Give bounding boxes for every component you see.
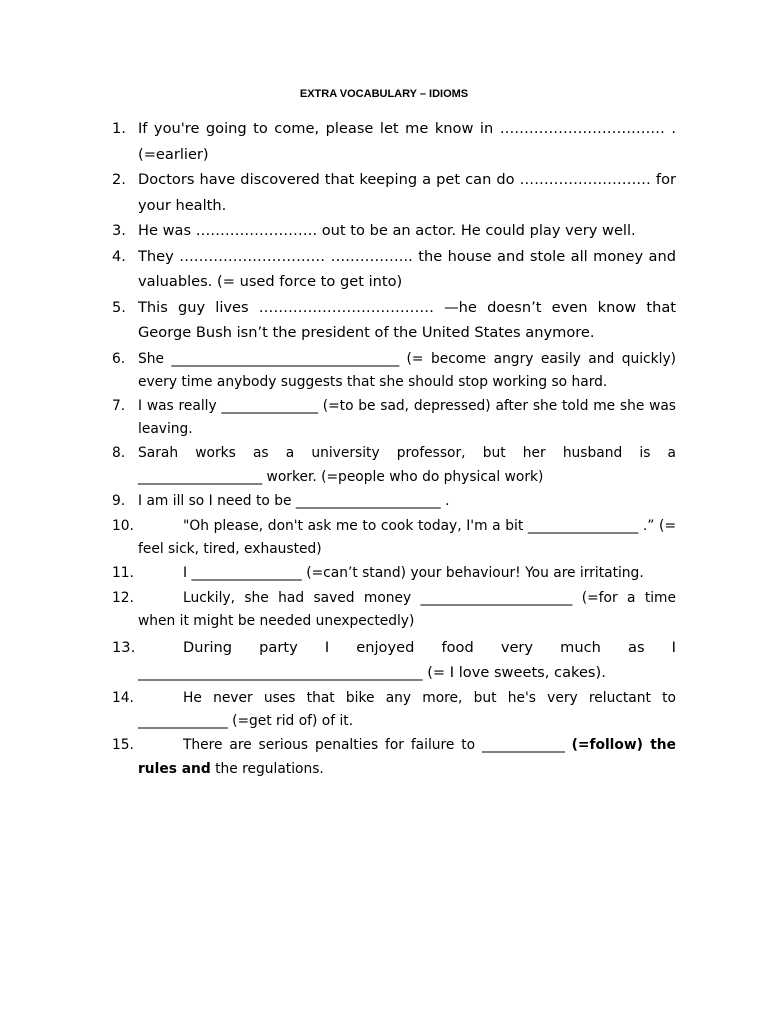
item-text: He never uses that bike any more, but he's very reluctant to _____________ (=get rid of) of it.	[138, 689, 676, 730]
item-text: Doctors have discovered that keeping a pet can do ……………………… for your health.	[138, 171, 676, 214]
list-item	[112, 734, 676, 780]
list-item	[112, 295, 676, 346]
item-number: 8.	[112, 445, 126, 462]
item-text: "Oh please, don't ask me to cook today, I'm a bit ________________ .” (= feel sick, tired, exhausted)	[138, 517, 676, 558]
item-number: 14.	[112, 689, 134, 706]
list-item	[112, 687, 676, 733]
item-text: During party I enjoyed food very much as I _______________________________________ (= I love sweets, cakes).	[138, 638, 676, 682]
item-number: 4.	[112, 247, 126, 265]
item-number: 10.	[112, 517, 134, 534]
list-item	[112, 635, 676, 686]
list-item	[112, 442, 676, 488]
item-number: 3.	[112, 222, 126, 239]
item-text: There are serious penalties for failure to ____________	[183, 737, 572, 754]
list-item	[112, 167, 676, 218]
item-bold-text: (=follow) the rules and	[138, 737, 676, 777]
item-number: 1.	[112, 120, 126, 137]
item-text: I was really ______________ (=to be sad, depressed) after she told me she was leaving.	[138, 397, 676, 438]
item-text: She _________________________________ (= become angry easily and quickly) every time anybody suggests that she should stop working so hard.	[138, 350, 676, 390]
item-number: 13.	[112, 638, 136, 656]
document-title: EXTRA VOCABULARY – IDIOMS	[299, 88, 469, 100]
item-number: 9.	[112, 492, 126, 509]
list-item	[112, 116, 676, 167]
item-text: They ………………………… …………….. the house and stole all money and valuables. (= used force to get into)	[138, 247, 676, 290]
item-number: 6.	[112, 350, 126, 367]
list-item	[112, 244, 676, 295]
item-text: This guy lives ……………………………… —he doesn’t even know that George Bush isn’t the president of the United States anymore.	[138, 298, 676, 341]
item-number: 2.	[112, 171, 126, 188]
item-number: 11.	[112, 565, 134, 582]
item-text: Luckily, she had saved money ______________________ (=for a time when it might be needed unexpectedly)	[138, 589, 676, 629]
item-text-tail: the regulations.	[210, 760, 324, 777]
item-number: 5.	[112, 298, 126, 316]
list-item	[112, 515, 676, 561]
list-item	[112, 562, 676, 585]
item-text: Sarah works as a university professor, but her husband is a __________________ worker. (=people who do physical work)	[138, 445, 676, 485]
item-number: 15.	[112, 737, 134, 754]
list-item	[112, 587, 676, 633]
item-text: If you're going to come, please let me know in ………………………….… . (=earlier)	[138, 120, 676, 163]
exercise-list	[112, 116, 676, 781]
item-number: 12.	[112, 589, 134, 606]
list-item	[112, 218, 676, 244]
item-text: He was ……………………. out to be an actor. He could play very well.	[138, 222, 636, 239]
list-item	[112, 490, 676, 513]
list-item	[112, 348, 676, 394]
list-item	[112, 395, 676, 441]
item-text: I am ill so I need to be _____________________ .	[138, 492, 450, 509]
item-number: 7.	[112, 397, 126, 414]
item-text: I ________________ (=can’t stand) your behaviour! You are irritating.	[183, 565, 644, 582]
